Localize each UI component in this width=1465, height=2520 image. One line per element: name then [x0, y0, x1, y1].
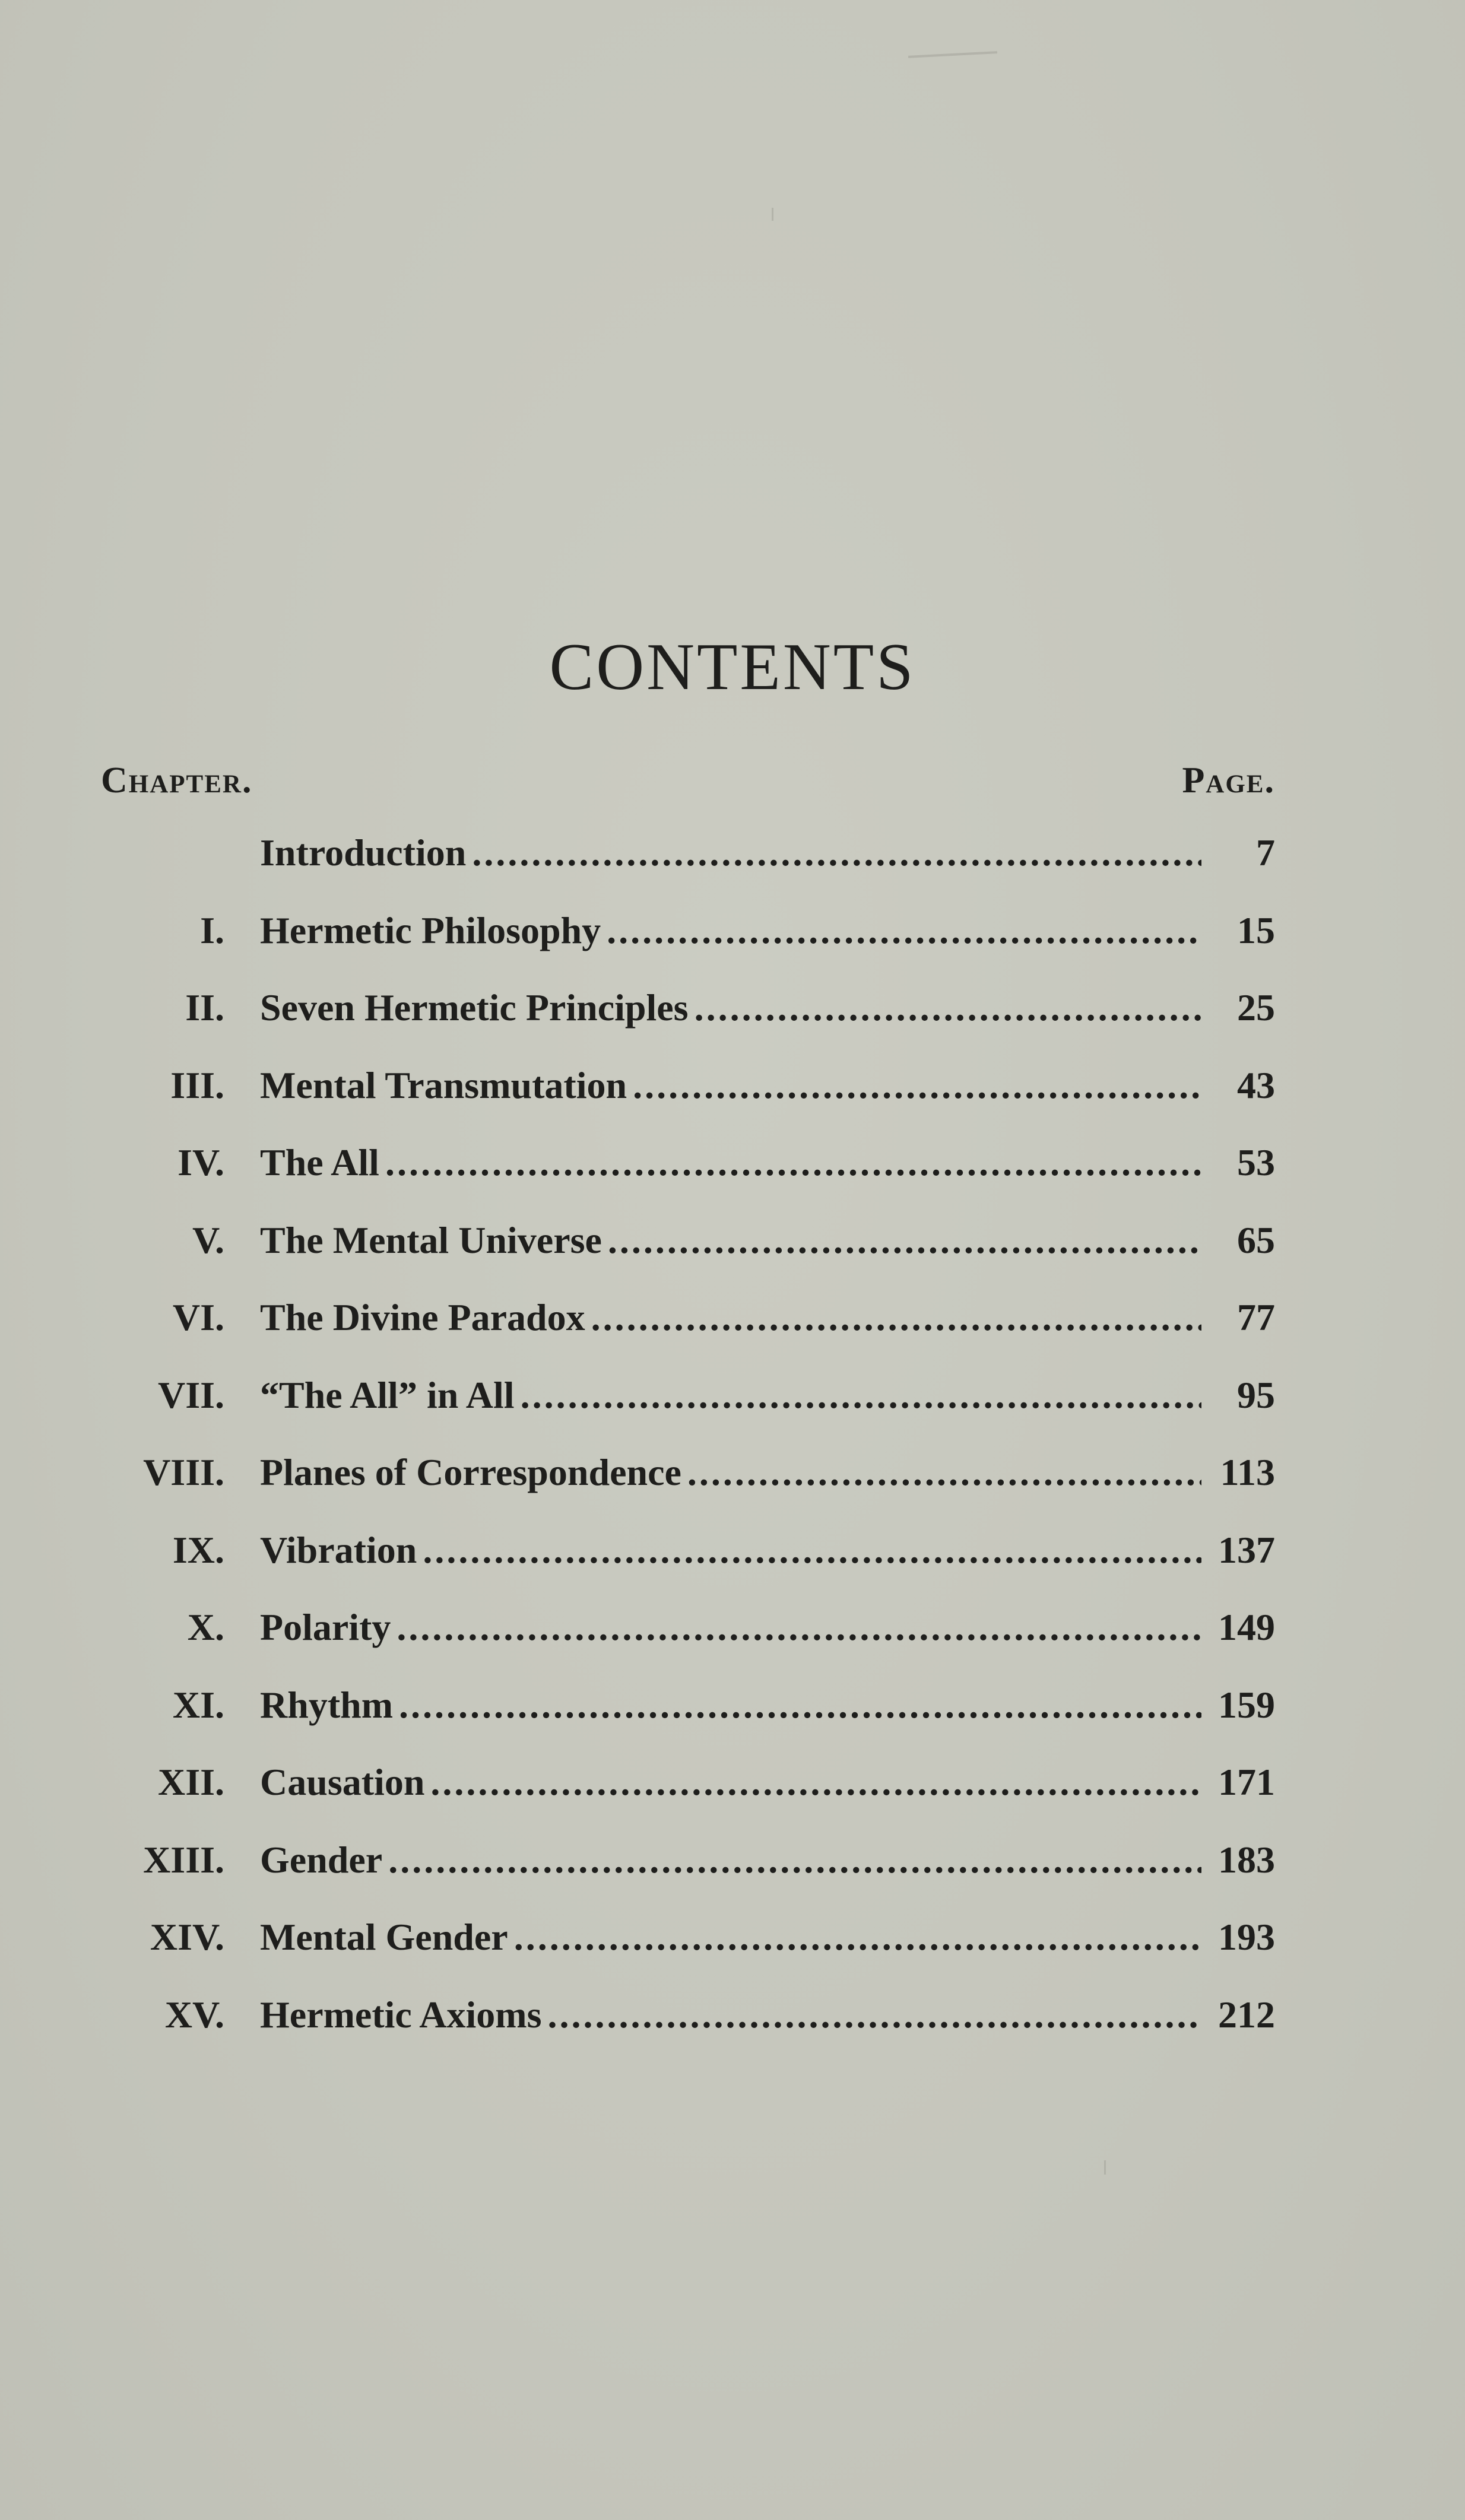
- chapter-numeral: VII.: [157, 1373, 224, 1416]
- chapter-title: “The All” in All: [260, 1373, 515, 1416]
- toc-entry-line: [260, 1838, 1275, 1882]
- chapter-numeral: X.: [187, 1606, 224, 1648]
- toc-entry: [0, 831, 1465, 909]
- page-number: 113: [1220, 1451, 1275, 1493]
- chapter-column-header: Chapter.: [101, 760, 253, 801]
- toc-entry-line: [260, 1993, 1275, 2037]
- dot-leader: [548, 1993, 1202, 2037]
- dot-leader: [430, 1760, 1201, 1804]
- toc-entry: [0, 1915, 1465, 1993]
- chapter-numeral: IX.: [172, 1528, 224, 1571]
- chapter-numeral: VI.: [172, 1296, 224, 1338]
- paper-blemish: [772, 208, 773, 221]
- page-number: 53: [1237, 1141, 1275, 1183]
- toc-entry-line: [260, 1605, 1275, 1649]
- chapter-title: The Mental Universe: [260, 1218, 602, 1261]
- chapter-title: Hermetic Philosophy: [260, 909, 601, 951]
- page-number: 193: [1218, 1916, 1275, 1958]
- chapter-title: The All: [260, 1141, 379, 1183]
- toc-entry-line: [260, 1373, 1275, 1417]
- page-number: 15: [1237, 909, 1275, 951]
- toc-entry: [0, 1605, 1465, 1683]
- toc-entry-line: [260, 986, 1275, 1030]
- toc-entry: [0, 1683, 1465, 1761]
- toc-entry-line: [260, 1296, 1275, 1340]
- chapter-numeral: XV.: [164, 1993, 224, 2036]
- chapter-numeral: I.: [200, 909, 224, 951]
- chapter-title: Introduction: [260, 831, 467, 874]
- chapter-title: Planes of Correspondence: [260, 1451, 681, 1493]
- chapter-title: Rhythm: [260, 1683, 394, 1726]
- toc-entry-line: [260, 1218, 1275, 1262]
- dot-leader: [423, 1528, 1201, 1572]
- chapter-numeral: IV.: [177, 1141, 224, 1183]
- chapter-numeral: VIII.: [143, 1451, 224, 1493]
- chapter-title: Hermetic Axioms: [260, 1993, 542, 2036]
- dot-leader: [687, 1451, 1201, 1494]
- chapter-numeral: XII.: [157, 1761, 224, 1803]
- dot-leader: [472, 831, 1201, 875]
- dot-leader: [521, 1373, 1201, 1417]
- chapter-title: Vibration: [260, 1528, 417, 1571]
- toc-entry: [0, 909, 1465, 986]
- page-title: CONTENTS: [549, 630, 916, 704]
- toc-entry-line: [260, 1915, 1275, 1959]
- toc-entry: [0, 1373, 1465, 1451]
- dot-leader: [695, 986, 1201, 1030]
- toc-entry: [0, 1064, 1465, 1141]
- chapter-numeral: III.: [170, 1064, 224, 1106]
- page-number: 212: [1218, 1993, 1275, 2036]
- dot-leader: [633, 1064, 1201, 1107]
- chapter-title: Mental Transmutation: [260, 1064, 627, 1106]
- chapter-numeral: V.: [192, 1218, 224, 1261]
- chapter-title: Mental Gender: [260, 1916, 508, 1958]
- toc-entry-line: [260, 1451, 1275, 1494]
- dot-leader: [607, 909, 1201, 953]
- toc-entry: [0, 1296, 1465, 1373]
- toc-entry-line: [260, 1528, 1275, 1572]
- page-number: 25: [1237, 986, 1275, 1029]
- page-number: 171: [1218, 1761, 1275, 1803]
- page-number: 159: [1218, 1683, 1275, 1726]
- toc-entry-line: [260, 1064, 1275, 1107]
- dot-leader: [514, 1915, 1201, 1959]
- toc-entry-line: [260, 831, 1275, 875]
- chapter-numeral: XI.: [172, 1683, 224, 1726]
- toc-entry-line: [260, 1141, 1275, 1185]
- toc-entry: [0, 986, 1465, 1064]
- toc-entry-line: [260, 1683, 1275, 1727]
- chapter-title: The Divine Paradox: [260, 1296, 585, 1338]
- page-column-header: Page.: [1182, 760, 1275, 801]
- chapter-title: Gender: [260, 1838, 383, 1881]
- paper-blemish: [908, 51, 997, 58]
- page-number: 77: [1237, 1296, 1275, 1338]
- dot-leader: [399, 1683, 1201, 1727]
- toc-entry: [0, 1141, 1465, 1218]
- chapter-title: Seven Hermetic Principles: [260, 986, 689, 1029]
- chapter-numeral: XIV.: [150, 1916, 224, 1958]
- table-of-contents: [0, 831, 1465, 2070]
- dot-leader: [388, 1838, 1201, 1882]
- chapter-numeral: II.: [185, 986, 224, 1029]
- dot-leader: [385, 1141, 1201, 1185]
- toc-entry-line: [260, 1760, 1275, 1804]
- page-number: 183: [1218, 1838, 1275, 1881]
- dot-leader: [397, 1605, 1201, 1649]
- toc-entry-line: [260, 909, 1275, 953]
- page-number: 95: [1237, 1373, 1275, 1416]
- dot-leader: [608, 1218, 1201, 1262]
- dot-leader: [591, 1296, 1201, 1340]
- toc-entry: [0, 1993, 1465, 2071]
- toc-entry: [0, 1760, 1465, 1838]
- chapter-title: Causation: [260, 1761, 425, 1803]
- page-number: 149: [1218, 1606, 1275, 1648]
- page-number: 137: [1218, 1528, 1275, 1571]
- chapter-numeral: XIII.: [143, 1838, 224, 1881]
- paper-blemish: [1104, 2160, 1106, 2175]
- page-number: 43: [1237, 1064, 1275, 1106]
- page-number: 7: [1256, 831, 1275, 874]
- page-number: 65: [1237, 1218, 1275, 1261]
- toc-entry: [0, 1451, 1465, 1528]
- toc-entry: [0, 1218, 1465, 1296]
- toc-entry: [0, 1838, 1465, 1916]
- toc-entry: [0, 1528, 1465, 1606]
- chapter-title: Polarity: [260, 1606, 391, 1648]
